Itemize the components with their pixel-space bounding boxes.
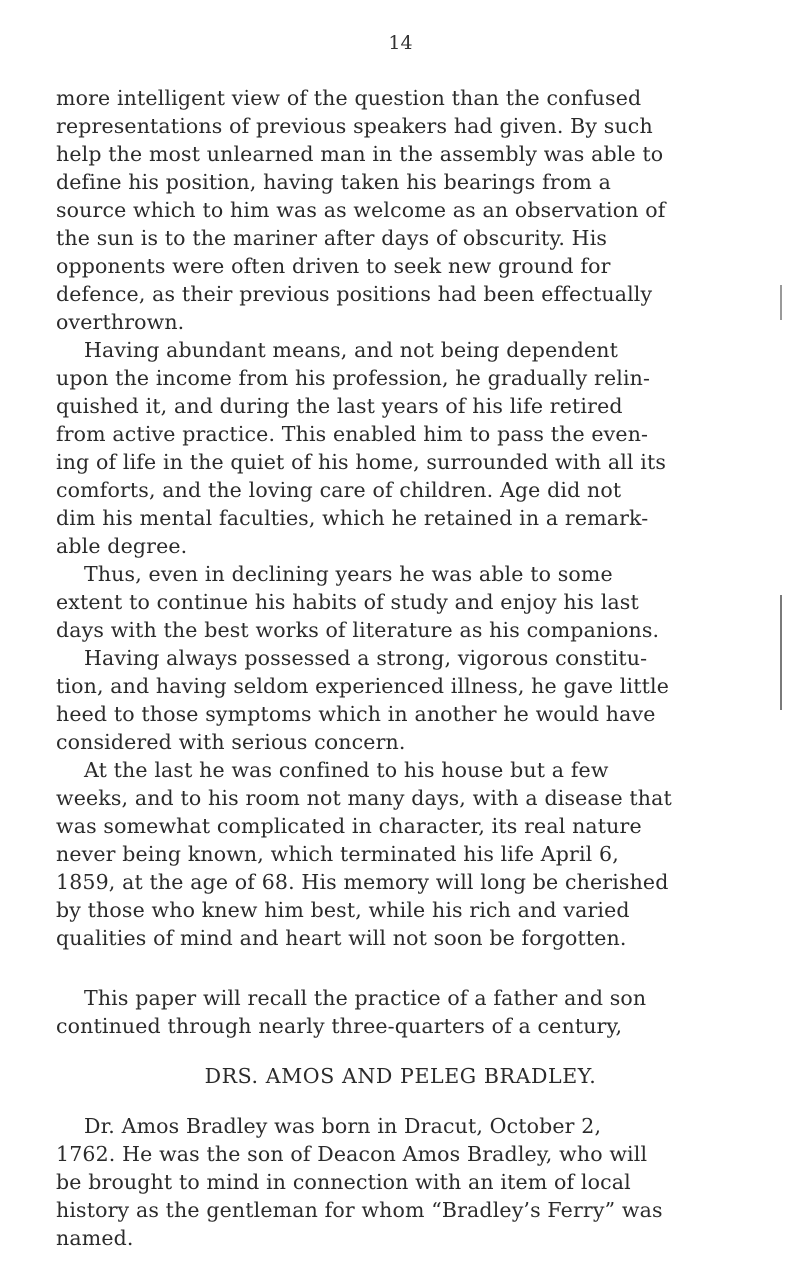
text-line: days with the best works of literature as his companions. bbox=[56, 618, 660, 642]
text-line: dim his mental faculties, which he retained in a remark- bbox=[56, 506, 649, 530]
page-number: 14 bbox=[388, 32, 413, 54]
text-line: 1859, at the age of 68. His memory will long be cherished bbox=[56, 870, 669, 894]
text-line: defence, as their previous positions had been effectually bbox=[56, 282, 653, 306]
text-line: source which to him was as welcome as an observation of bbox=[56, 198, 666, 222]
paragraph-start: Having always possessed a strong, vigorous constitu- bbox=[84, 646, 648, 670]
text-line: more intelligent view of the question than the confused bbox=[56, 86, 642, 110]
text-line: upon the income from his profession, he gradually relin- bbox=[56, 366, 651, 390]
text-line: tion, and having seldom experienced illness, he gave little bbox=[56, 674, 669, 698]
text-line: history as the gentleman for whom “Bradley’s Ferry” was bbox=[56, 1198, 663, 1222]
paragraph-start: At the last he was confined to his house but a few bbox=[84, 758, 609, 782]
text-line: qualities of mind and heart will not soon be forgotten. bbox=[56, 926, 627, 950]
text-line: quished it, and during the last years of his life retired bbox=[56, 394, 623, 418]
text-line: heed to those symptoms which in another he would have bbox=[56, 702, 656, 726]
section-heading: DRS. AMOS AND PELEG BRADLEY. bbox=[204, 1064, 597, 1088]
text-line: be brought to mind in connection with an item of local bbox=[56, 1170, 631, 1194]
scan-edge-mark bbox=[780, 285, 782, 320]
text-line: define his position, having taken his bearings from a bbox=[56, 170, 611, 194]
text-line: help the most unlearned man in the assembly was able to bbox=[56, 142, 664, 166]
text-line: never being known, which terminated his life April 6, bbox=[56, 842, 619, 866]
text-line: ing of life in the quiet of his home, surrounded with all its bbox=[56, 450, 667, 474]
text-line: opponents were often driven to seek new ground for bbox=[56, 254, 611, 278]
text-line: the sun is to the mariner after days of obscurity. His bbox=[56, 226, 608, 250]
text-line: considered with serious concern. bbox=[56, 730, 406, 754]
text-line: named. bbox=[56, 1226, 134, 1250]
text-line: overthrown. bbox=[56, 310, 185, 334]
paragraph-start: Having abundant means, and not being dependent bbox=[84, 338, 619, 362]
text-line: 1762. He was the son of Deacon Amos Bradley, who will bbox=[56, 1142, 648, 1166]
text-line: extent to continue his habits of study and enjoy his last bbox=[56, 590, 639, 614]
text-line: continued through nearly three-quarters of a century, bbox=[56, 1014, 623, 1038]
text-line: able degree. bbox=[56, 534, 188, 558]
scan-edge-mark bbox=[780, 595, 782, 710]
paragraph-start: Dr. Amos Bradley was born in Dracut, October 2, bbox=[84, 1114, 602, 1138]
text-line: was somewhat complicated in character, its real nature bbox=[56, 814, 642, 838]
text-line: representations of previous speakers had given. By such bbox=[56, 114, 653, 138]
text-line: from active practice. This enabled him to pass the even- bbox=[56, 422, 649, 446]
paragraph-start: This paper will recall the practice of a father and son bbox=[84, 986, 647, 1010]
paragraph-start: Thus, even in declining years he was able to some bbox=[84, 562, 613, 586]
text-line: comforts, and the loving care of children. Age did not bbox=[56, 478, 622, 502]
text-line: by those who knew him best, while his rich and varied bbox=[56, 898, 630, 922]
text-line: weeks, and to his room not many days, with a disease that bbox=[56, 786, 672, 810]
